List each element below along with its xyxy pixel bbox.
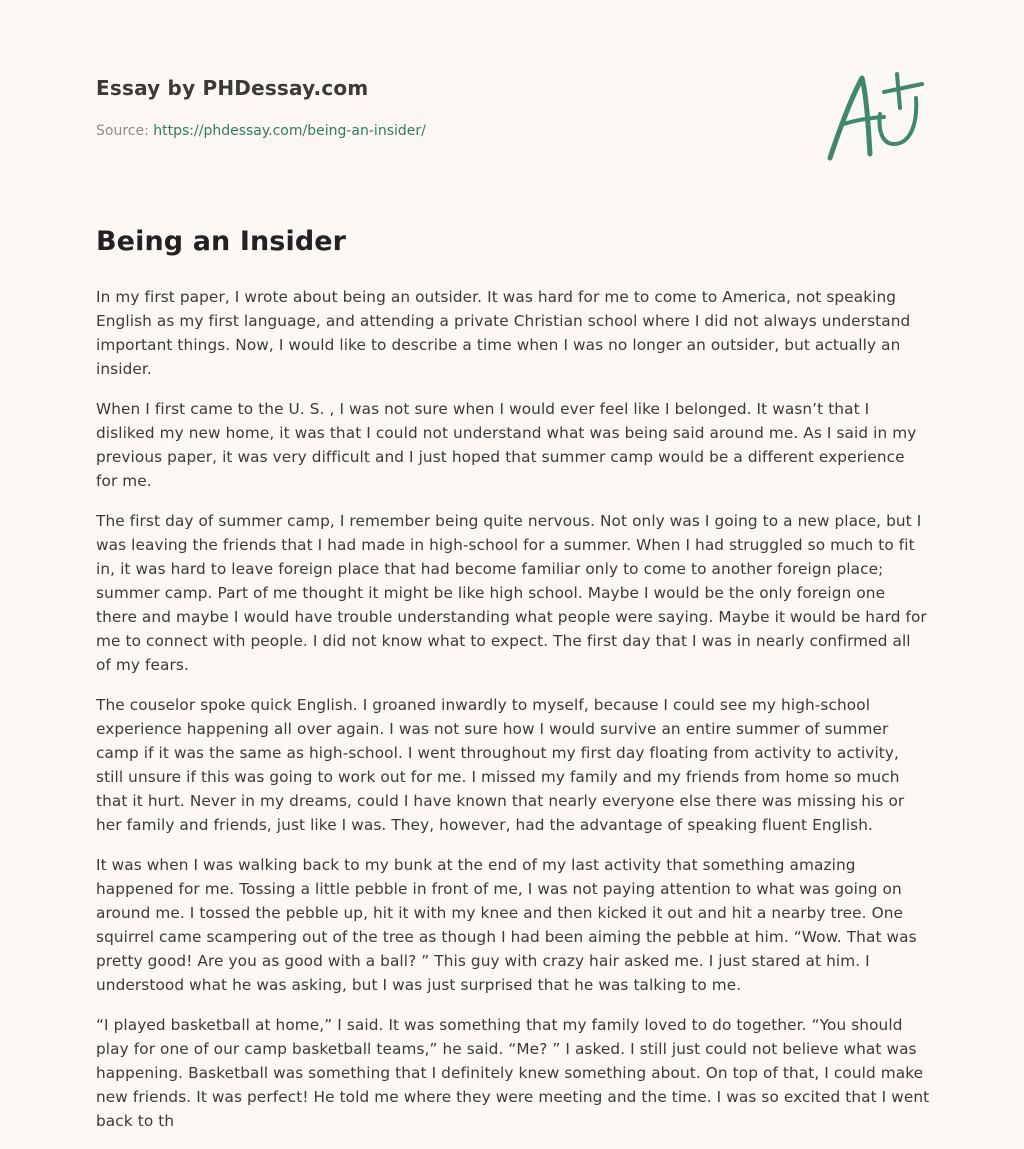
source-link[interactable]: https://phdessay.com/being-an-insider/ — [153, 123, 426, 139]
source-line — [96, 123, 796, 139]
a-plus-logo-icon — [822, 68, 930, 164]
essay-body — [96, 285, 930, 1149]
essay-paragraph: When I first came to the U. S. , I was not sure when I would ever feel like I belonged. It wasn’t that I disliked my new home, it was that I could not understand what was being said around me. As I said in my previous paper, it was very difficult and I just hoped that summer camp would be a different experience for me. — [96, 400, 917, 490]
essay-paragraph: In my first paper, I wrote about being an outsider. It was hard for me to come to America, not speaking English as my first language, and attending a private Christian school where I did not always understand important things. Now, I would like to describe a time when I was no longer an outsider, but actually an insider. — [96, 288, 911, 378]
essay-paragraph: The couselor spoke quick English. I groaned inwardly to myself, because I could see my high-school experience happening all over again. I was not sure how I would survive an entire summer of summer camp if it was the same as high-school. I went throughout my first day floating from activity to activity, still unsure if this was going to work out for me. I missed my family and my friends from home so much that it hurt. Never in my dreams, could I have known that nearly everyone else there was missing his or her family and friends, just like I was. They, however, had the advantage of speaking fluent English. — [96, 696, 905, 834]
essay-title: Being an Insider — [96, 226, 347, 257]
site-brand: Essay by PHDessay.com — [96, 76, 369, 100]
essay-header — [96, 76, 796, 139]
essay-paragraph: It was when I was walking back to my bunk at the end of my last activity that something amazing happened for me. Tossing a little pebble in front of me, I was not paying attention to what was going on around me. I tossed the pebble up, hit it with my knee and then kicked it out and hit a nearby tree. One squirrel came scampering out of the tree as though I had been aiming the pebble at him. “Wow. That was pretty good! Are you as good with a ball? ” This guy with crazy hair asked me. I just stared at him. I understood what he was asking, but I was just surprised that he was talking to me. — [96, 856, 917, 994]
essay-paragraph: “I played basketball at home,” I said. It was something that my family loved to do together. “You should play for one of our camp basketball teams,” he said. “Me? ” I asked. I still just could not believe what was happening. Basketball was something that I definitely knew something about. On top of that, I could make new friends. It was perfect! He told me where they were meeting and the time. I was so excited that I went back to th — [96, 1016, 930, 1130]
essay-paragraph: The first day of summer camp, I remember being quite nervous. Not only was I going to a new place, but I was leaving the friends that I had made in high-school for a summer. When I had struggled so much to fit in, it was hard to leave foreign place that had become familiar only to come to another foreign place; summer camp. Part of me thought it might be like high school. Maybe I would be the only foreign one there and maybe I would have trouble understanding what people were saying. Maybe it would be hard for me to connect with people. I did not know what to expect. The first day that I was in nearly confirmed all of my fears. — [96, 512, 927, 674]
source-label: Source: — [96, 123, 154, 139]
